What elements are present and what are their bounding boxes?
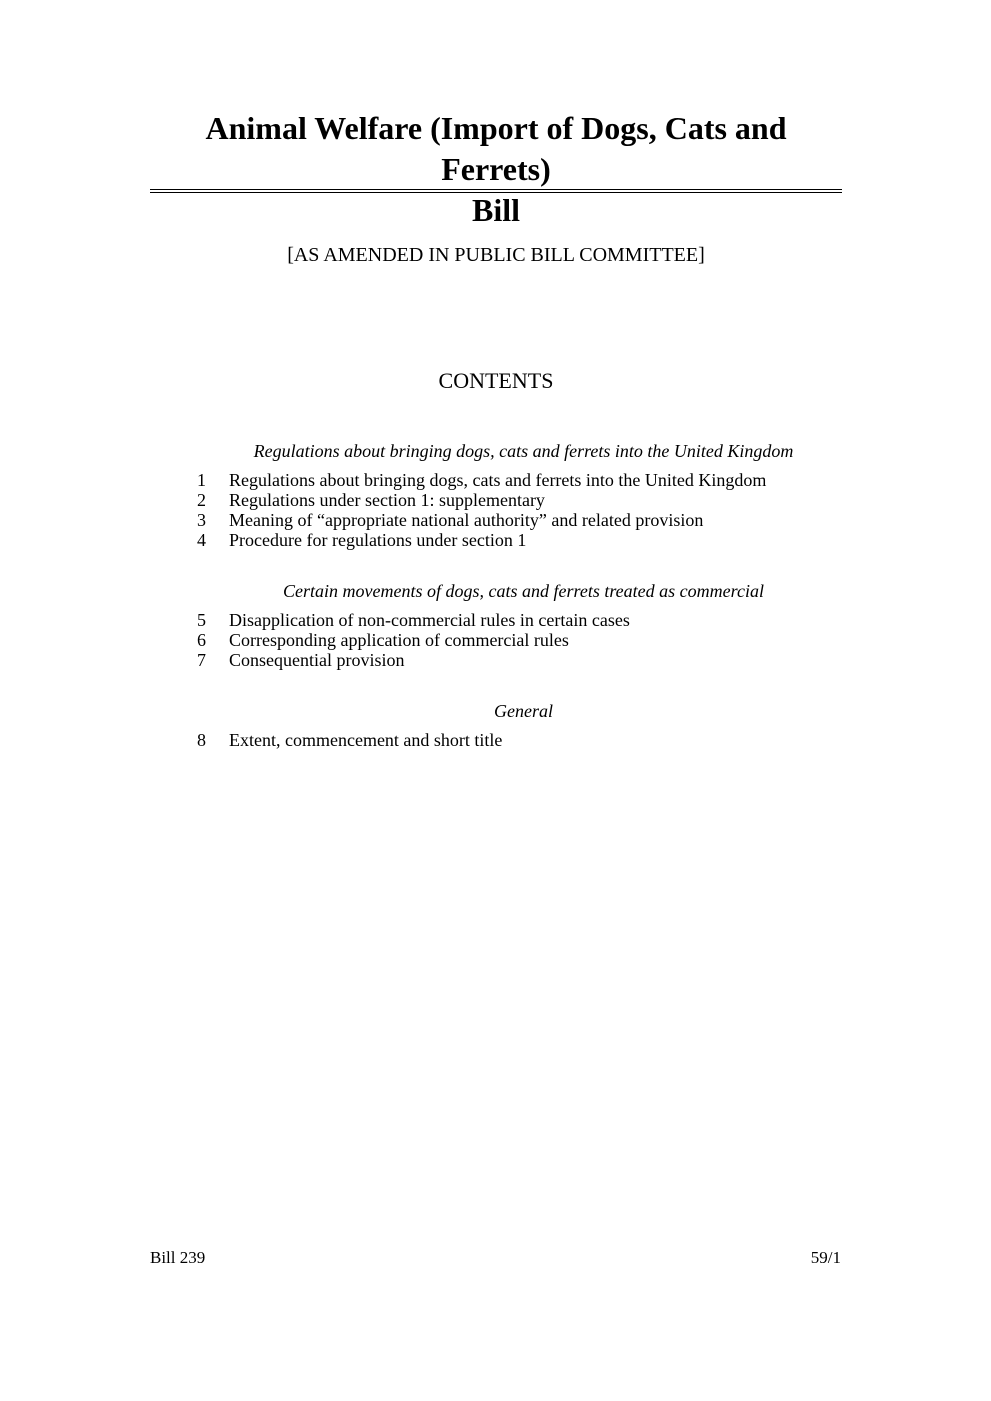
bill-number: Bill 239 xyxy=(150,1248,206,1267)
toc-item-number-wrap xyxy=(150,730,229,750)
toc-item-number: 1 xyxy=(197,470,206,490)
toc-part-heading: Regulations about bringing dogs, cats and ferrets into the United Kingdom xyxy=(253,441,794,461)
toc-item-title: Regulations under section 1: supplementary xyxy=(229,490,545,510)
toc-item-number-wrap xyxy=(150,530,229,550)
toc-item-title: Meaning of “appropriate national authority” and related provision xyxy=(229,510,704,530)
toc-item-number-wrap xyxy=(150,610,229,630)
toc-item-title: Corresponding application of commercial rules xyxy=(229,630,569,650)
toc-part xyxy=(150,580,842,670)
toc-item-number: 4 xyxy=(197,530,206,550)
toc-item-title: Procedure for regulations under section 1 xyxy=(229,530,527,550)
toc-item-number: 2 xyxy=(197,490,206,510)
toc-item-title: Consequential provision xyxy=(229,650,405,670)
toc-part-heading: Certain movements of dogs, cats and ferrets treated as commercial xyxy=(283,581,764,601)
toc-item xyxy=(150,730,842,750)
print-reference: 59/1 xyxy=(810,1248,841,1267)
amendment-status: [AS AMENDED IN PUBLIC BILL COMMITTEE] xyxy=(287,244,705,266)
toc-item-number-wrap xyxy=(150,490,229,510)
toc-item-list xyxy=(150,730,842,750)
toc-item xyxy=(150,650,842,670)
toc-item xyxy=(150,530,842,550)
title-double-rule xyxy=(150,189,842,193)
bill-title xyxy=(150,108,842,231)
toc-item-number: 3 xyxy=(197,510,206,530)
toc-item-number: 6 xyxy=(197,630,206,650)
toc-item-number: 8 xyxy=(197,730,206,750)
toc-item xyxy=(150,490,842,510)
toc-item xyxy=(150,610,842,630)
toc-item-number: 5 xyxy=(197,610,206,630)
toc-item-number-wrap xyxy=(150,510,229,530)
toc-item-list xyxy=(150,610,842,670)
toc-item-title: Disapplication of non-commercial rules in certain cases xyxy=(229,610,630,630)
toc-part xyxy=(150,700,842,750)
bill-title-line1: Animal Welfare (Import of Dogs, Cats and Ferrets) xyxy=(205,110,787,187)
toc-item-title: Regulations about bringing dogs, cats and ferrets into the United Kingdom xyxy=(229,470,767,490)
toc-item xyxy=(150,470,842,490)
toc-item-title: Extent, commencement and short title xyxy=(229,730,503,750)
table-of-contents xyxy=(150,440,842,750)
toc-item-number-wrap xyxy=(150,650,229,670)
bill-title-line2: Bill xyxy=(471,192,520,228)
toc-part-heading: General xyxy=(494,701,553,721)
toc-item-number-wrap xyxy=(150,470,229,490)
toc-item-list xyxy=(150,470,842,550)
toc-item-number-wrap xyxy=(150,630,229,650)
contents-heading: CONTENTS xyxy=(438,368,554,393)
toc-item xyxy=(150,510,842,530)
toc-item-number: 7 xyxy=(197,650,206,670)
toc-item xyxy=(150,630,842,650)
toc-part xyxy=(150,440,842,550)
